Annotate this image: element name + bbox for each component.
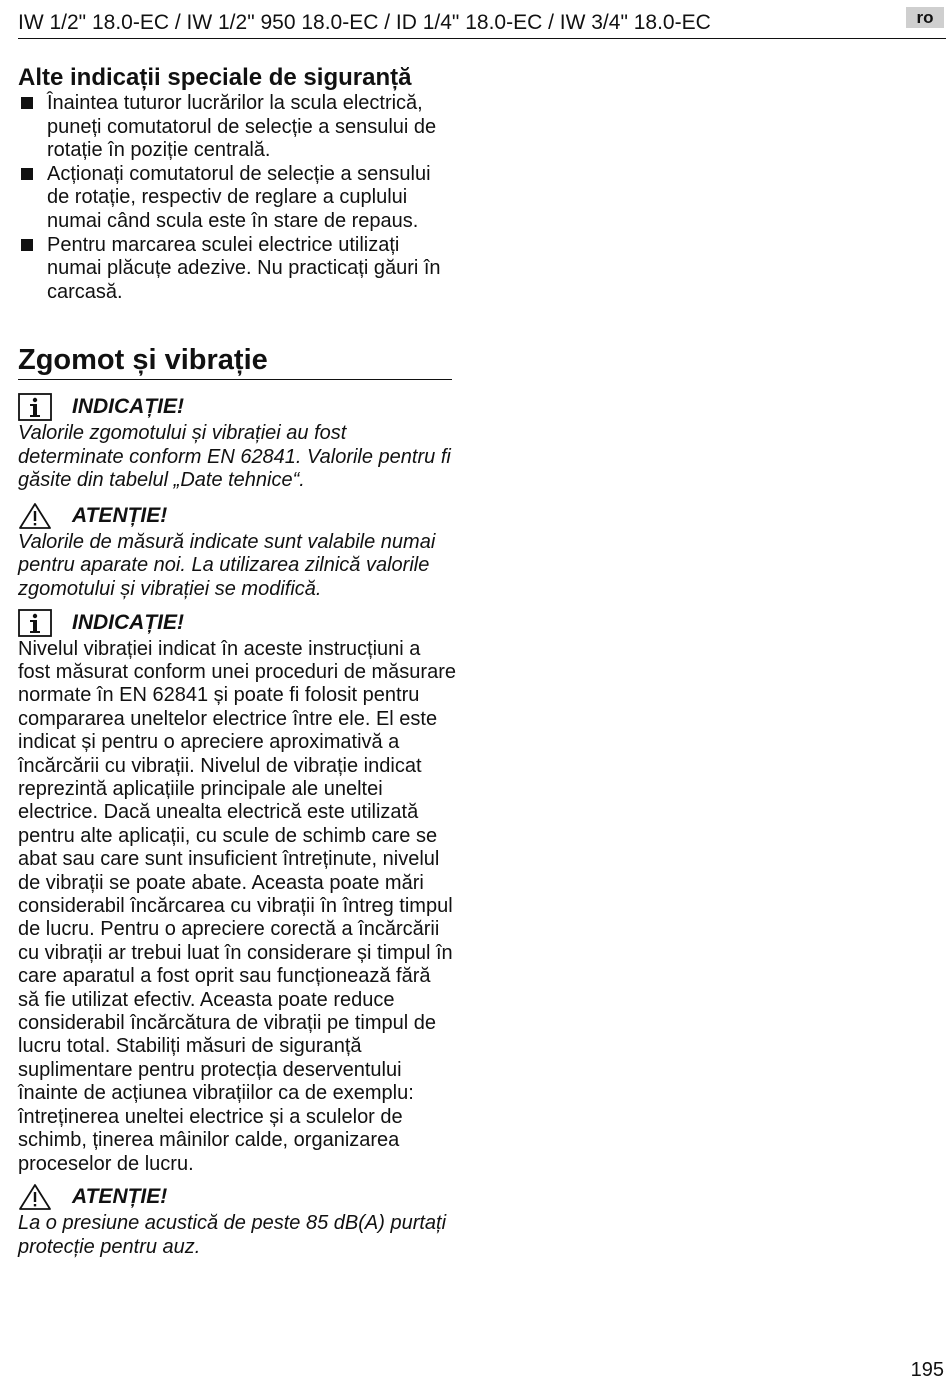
notice-label: ATENȚIE!: [72, 503, 168, 527]
list-item: [18, 92, 456, 163]
list-item: [18, 234, 456, 305]
list-item: [18, 163, 456, 234]
notice-label: ATENȚIE!: [72, 1184, 168, 1208]
notice-text: La o presiune acustică de peste 85 dB(A) purtați protecție pentru auz.: [18, 1211, 447, 1258]
notice-text: Valorile de măsură indicate sunt valabile numai pentru aparate noi. La utilizarea zilnică valorile zgomotului și vibrației se modifică.: [18, 530, 436, 600]
noise-vibration-section: [18, 343, 456, 1259]
notice-label: INDICAȚIE!: [72, 395, 184, 418]
safety-heading: Alte indicații speciale de siguranță: [18, 64, 412, 91]
bullet-square-icon: [21, 239, 33, 251]
notice-warning-2: [18, 1182, 456, 1259]
info-icon: [18, 609, 52, 637]
bullet-text: Înaintea tuturor lucrărilor la scula electrică, puneți comutatorul de selecție a sensului de rotație în poziție centrală.: [47, 92, 437, 162]
notice-info-2: [18, 608, 456, 1176]
notice-label: INDICAȚIE!: [72, 610, 184, 634]
noise-heading: Zgomot și vibrație: [18, 343, 452, 380]
document-title: IW 1/2" 18.0-EC / IW 1/2" 950 18.0-EC / ID 1/4" 18.0-EC / IW 3/4" 18.0-EC: [18, 11, 711, 34]
language-badge: ro: [906, 7, 944, 28]
warning-icon: [18, 502, 52, 530]
bullet-text: Acționați comutatorul de selecție a sensului de rotație, respectiv de reglare a cuplului numai când scula este în stare de repaus.: [47, 162, 431, 232]
notice-warning-1: [18, 501, 456, 602]
notice-text: Valorile zgomotului și vibrației au fost determinate conform EN 62841. Valorile pentru fi găsite din tabelul „Date tehnice“.: [18, 422, 451, 492]
bullet-square-icon: [21, 168, 33, 180]
safety-section: [18, 64, 456, 304]
safety-bullet-list: [18, 92, 456, 304]
page-number: 195: [910, 1359, 944, 1381]
info-icon: [18, 393, 52, 421]
bullet-square-icon: [21, 97, 33, 109]
warning-icon: [18, 1183, 52, 1211]
bullet-text: Pentru marcarea sculei electrice utilizați numai plăcuțe adezive. Nu practicați găuri în carcasă.: [47, 233, 441, 303]
notice-body-text: Nivelul vibrației indicat în aceste instrucțiuni a fost măsurat conform unei proceduri de măsurare normate în EN 62841 și poate fi folosit pentru compararea uneltelor electrice între ele. El este indicat și pentru o apreciere aproximativă a încărcării cu vibrații. Nivelul de vibrație indicat reprezintă aplicațiile principale ale uneltei electrice. Dacă unealta electrică este utilizată pentru alte aplicații, cu scule de schimb care se abat sau care sunt insuficient întreținute, nivelul de vibrații se poate abate. Aceasta poate mări considerabil încărcarea cu vibrații în întreg timpul de lucru. Pentru o apreciere corectă a încărcării cu vibrații ar trebui luat în considerare și timpul în care aparatul a fost oprit sau funcționează fără să fie utilizat efectiv. Aceasta poate reduce considerabil încărcătura de vibrații pe timpul de lucru total. Stabiliți măsuri de siguranță suplimentare pentru protecția deserventului înainte de acțiunea vibrațiilor ca de exemplu: întreținerea uneltei electrice și a sculelor de schimb, ținerea mâinilor calde, organizarea proceselor de lucru.: [18, 637, 456, 1175]
notice-info-1: [18, 392, 456, 493]
header-rule: [18, 38, 946, 39]
